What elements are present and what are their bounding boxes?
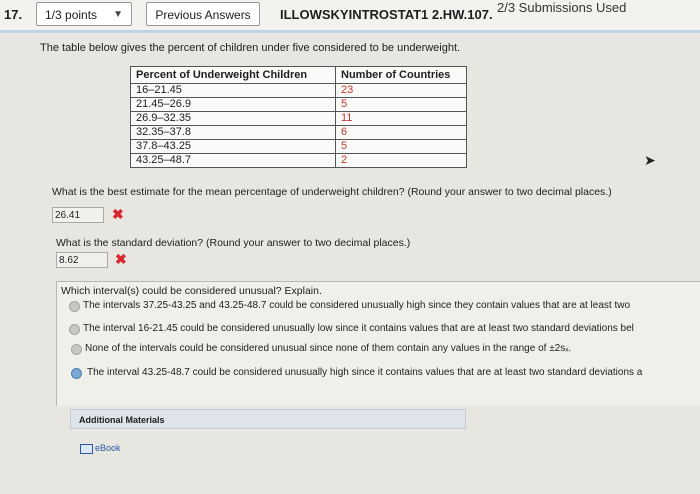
- question-number: 17.: [4, 7, 23, 22]
- table-cell-count: 2: [336, 154, 467, 168]
- table-row: [131, 140, 467, 154]
- arrow-cursor-icon: ➤: [644, 152, 656, 168]
- points-dropdown-label: 1/3 points: [45, 8, 98, 22]
- ebook-link[interactable]: [80, 443, 121, 454]
- option-4-label: The interval 43.25-48.7 could be considered unusually high since it contains values that are at least two standard deviations a: [87, 367, 643, 378]
- table-cell-range: 21.45–26.9: [131, 98, 336, 112]
- option-2[interactable]: [57, 321, 700, 339]
- radio-button[interactable]: [69, 324, 80, 335]
- sd-answer-input[interactable]: 8.62: [56, 252, 108, 268]
- unusual-question-text: Which interval(s) could be considered unusual? Explain.: [61, 285, 322, 297]
- option-3[interactable]: [57, 341, 700, 359]
- ebook-icon: [80, 444, 93, 454]
- table-cell-range: 37.8–43.25: [131, 140, 336, 154]
- table-row: [131, 126, 467, 140]
- additional-materials-header: Additional Materials: [70, 409, 466, 429]
- ebook-label: eBook: [95, 443, 121, 453]
- table-header-row: [131, 67, 467, 84]
- radio-button-selected[interactable]: [71, 368, 82, 379]
- sd-question-text: What is the standard deviation? (Round your answer to two decimal places.): [56, 237, 411, 249]
- table-row: [131, 98, 467, 112]
- header-divider: [0, 30, 700, 33]
- table-cell-range: 26.9–32.35: [131, 112, 336, 126]
- table-row: [131, 84, 467, 98]
- previous-answers-button[interactable]: Previous Answers: [146, 2, 260, 26]
- radio-button[interactable]: [71, 344, 82, 355]
- mean-answer-input[interactable]: 26.41: [52, 207, 104, 223]
- points-dropdown[interactable]: [36, 2, 132, 26]
- option-3-label: None of the intervals could be considered unusual since none of them contain any values in the range of ±2sₓ.: [85, 343, 572, 354]
- table-cell-count: 5: [336, 98, 467, 112]
- table-cell-count: 5: [336, 140, 467, 154]
- table-cell-count: 6: [336, 126, 467, 140]
- chevron-down-icon: ▼: [113, 9, 123, 20]
- submissions-used: 2/3 Submissions Used: [497, 0, 627, 15]
- option-1-label: The intervals 37.25-43.25 and 43.25-48.7 could be considered unusually high since they contain values that are at least two: [83, 300, 631, 311]
- question-prompt: The table below gives the percent of children under five considered to be underweight.: [40, 42, 461, 54]
- radio-button[interactable]: [69, 301, 80, 312]
- unusual-interval-question: [56, 281, 700, 406]
- mean-question-text: What is the best estimate for the mean percentage of underweight children? (Round your answer to two decimal places.): [52, 186, 612, 198]
- option-1[interactable]: [57, 298, 700, 316]
- column-header-percent: Percent of Underweight Children: [131, 67, 336, 84]
- assignment-code: ILLOWSKYINTROSTAT1 2.HW.107.: [280, 7, 493, 22]
- table-cell-range: 32.35–37.8: [131, 126, 336, 140]
- table-row: [131, 154, 467, 168]
- frequency-table: [130, 66, 467, 168]
- wrong-icon: ✖: [115, 251, 127, 267]
- table-row: [131, 112, 467, 126]
- column-header-countries: Number of Countries: [336, 67, 467, 84]
- question-header: [0, 0, 700, 31]
- option-4[interactable]: [57, 365, 700, 383]
- wrong-icon: ✖: [112, 206, 124, 222]
- table-cell-range: 16–21.45: [131, 84, 336, 98]
- table-cell-count: 11: [336, 112, 467, 126]
- table-cell-count: 23: [336, 84, 467, 98]
- table-cell-range: 43.25–48.7: [131, 154, 336, 168]
- option-2-label: The interval 16-21.45 could be considered unusually low since it contains values that are at least two standard deviations bel: [83, 323, 634, 334]
